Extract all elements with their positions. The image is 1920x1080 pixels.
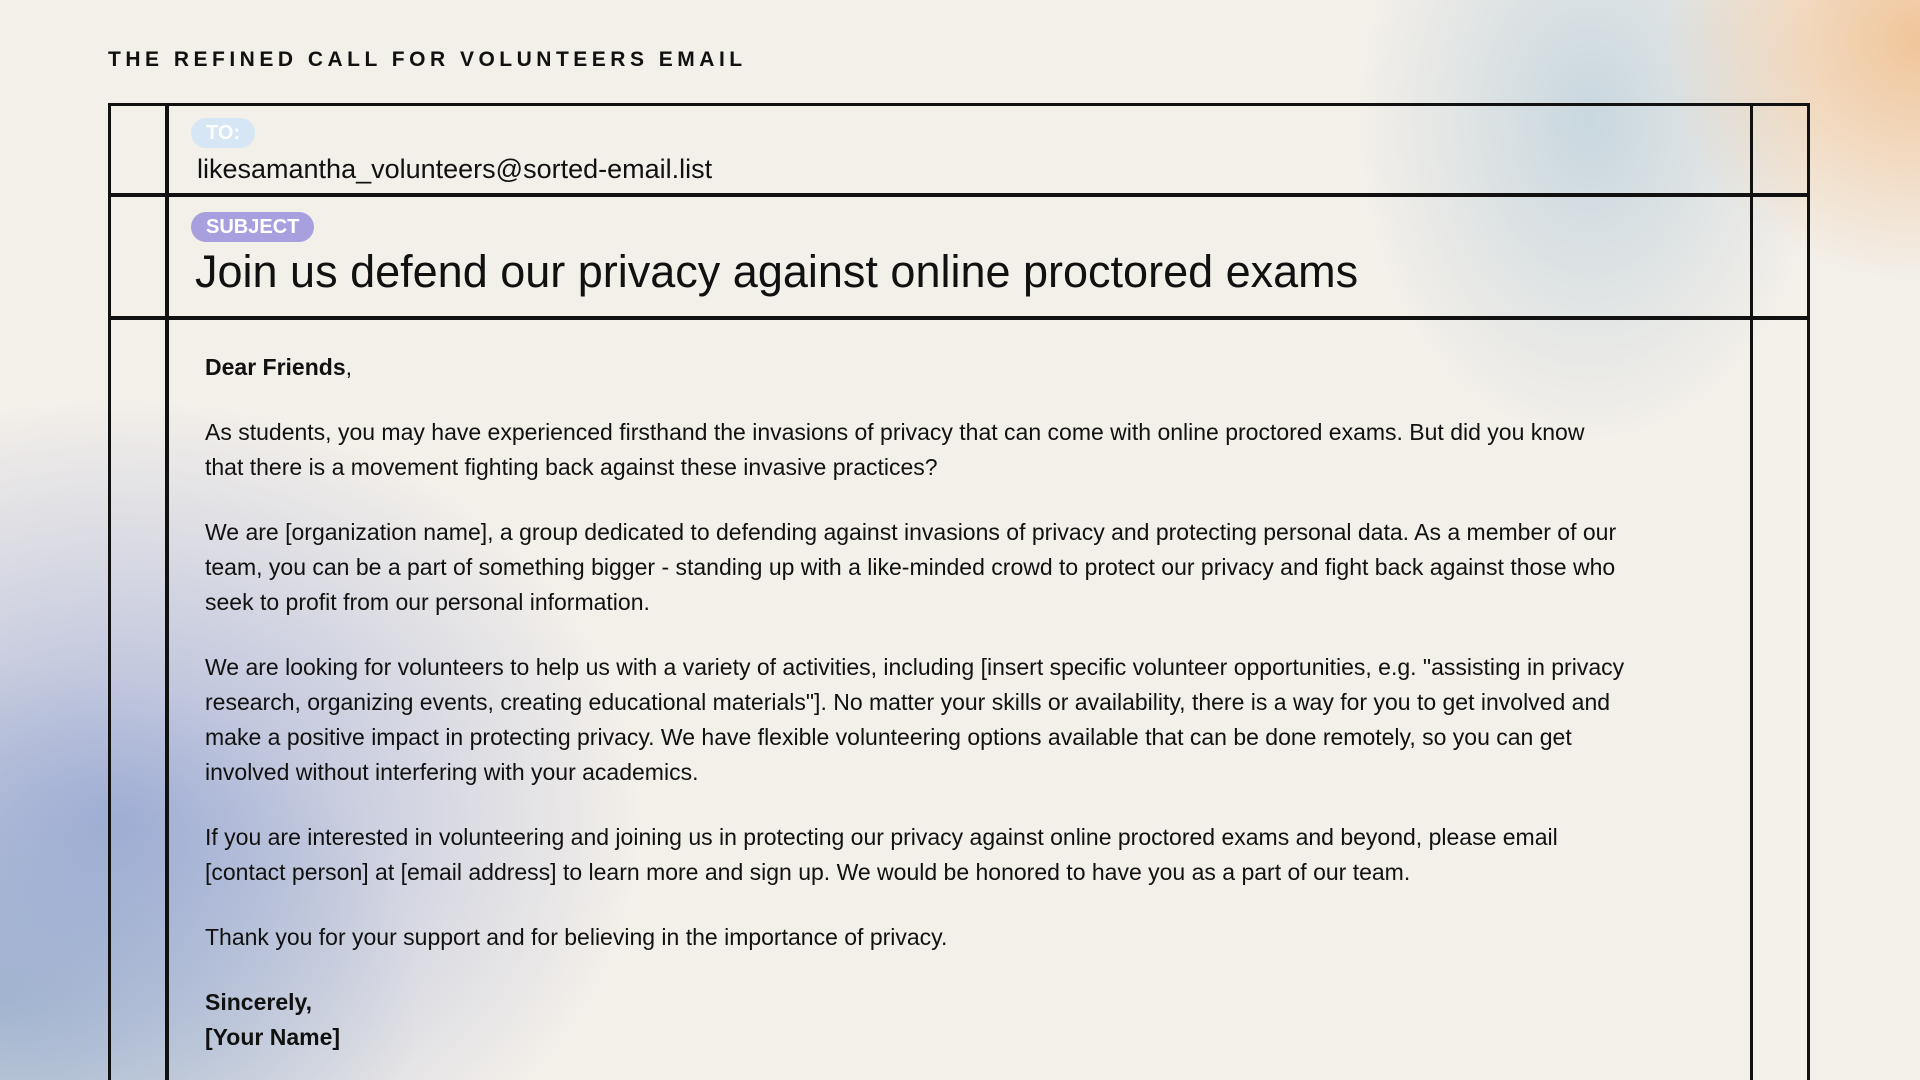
body-paragraph-volunteering: We are looking for volunteers to help us with a variety of activities, including [insert specific volunteer opportunities, e.g. "assisting in privacy research, organizing events, creating educational materials"]. No matter your skills or availability, there is a way for you to get involved and make a positive impact in protecting privacy. We have flexible volunteering options available that can be done remotely, so you can get involved without interfering with your academics. xyxy=(205,654,1625,785)
frame-divider-left xyxy=(165,106,169,1080)
body-paragraph-contact: If you are interested in volunteering and joining us in protecting our privacy against online proctored exams and beyond, please email [contact person] at [email address] to learn more and sign up. We would be honored to have you as a part of our team. xyxy=(205,824,1558,885)
frame-divider-right xyxy=(1750,106,1754,1080)
body-paragraph-intro: As students, you may have experienced firsthand the invasions of privacy that can come with online proctored exams. But did you know that there is a movement fighting back against these invasive practices? xyxy=(205,419,1585,480)
greeting-punctuation: , xyxy=(345,354,352,380)
body-paragraph-organization: We are [organization name], a group dedicated to defending against invasions of privacy and protecting personal data. As a member of our team, you can be a part of something bigger - standing up with a like-minded crowd to protect our privacy and fight back against those who seek to profit from our personal information. xyxy=(205,519,1617,615)
to-label-badge: TO: xyxy=(191,118,255,148)
to-field xyxy=(191,118,255,148)
subject-label-badge: SUBJECT xyxy=(191,212,314,242)
page-title: THE REFINED CALL FOR VOLUNTEERS EMAIL xyxy=(108,48,747,71)
to-address[interactable]: likesamantha_volunteers@sorted-email.list xyxy=(197,154,713,184)
subject-line[interactable]: Join us defend our privacy against online proctored exams xyxy=(195,246,1359,297)
body-paragraph-thanks: Thank you for your support and for believing in the importance of privacy. xyxy=(205,924,948,950)
header-divider-to xyxy=(111,193,1807,197)
signature-block xyxy=(205,985,1625,1055)
signature-name: [Your Name] xyxy=(205,1024,341,1050)
header-divider-subject xyxy=(111,316,1807,320)
greeting xyxy=(205,350,1625,385)
signoff: Sincerely, xyxy=(205,989,312,1015)
email-body xyxy=(205,350,1625,1055)
greeting-name: Dear Friends xyxy=(205,354,346,380)
subject-field xyxy=(191,212,314,242)
email-frame xyxy=(108,103,1810,1080)
